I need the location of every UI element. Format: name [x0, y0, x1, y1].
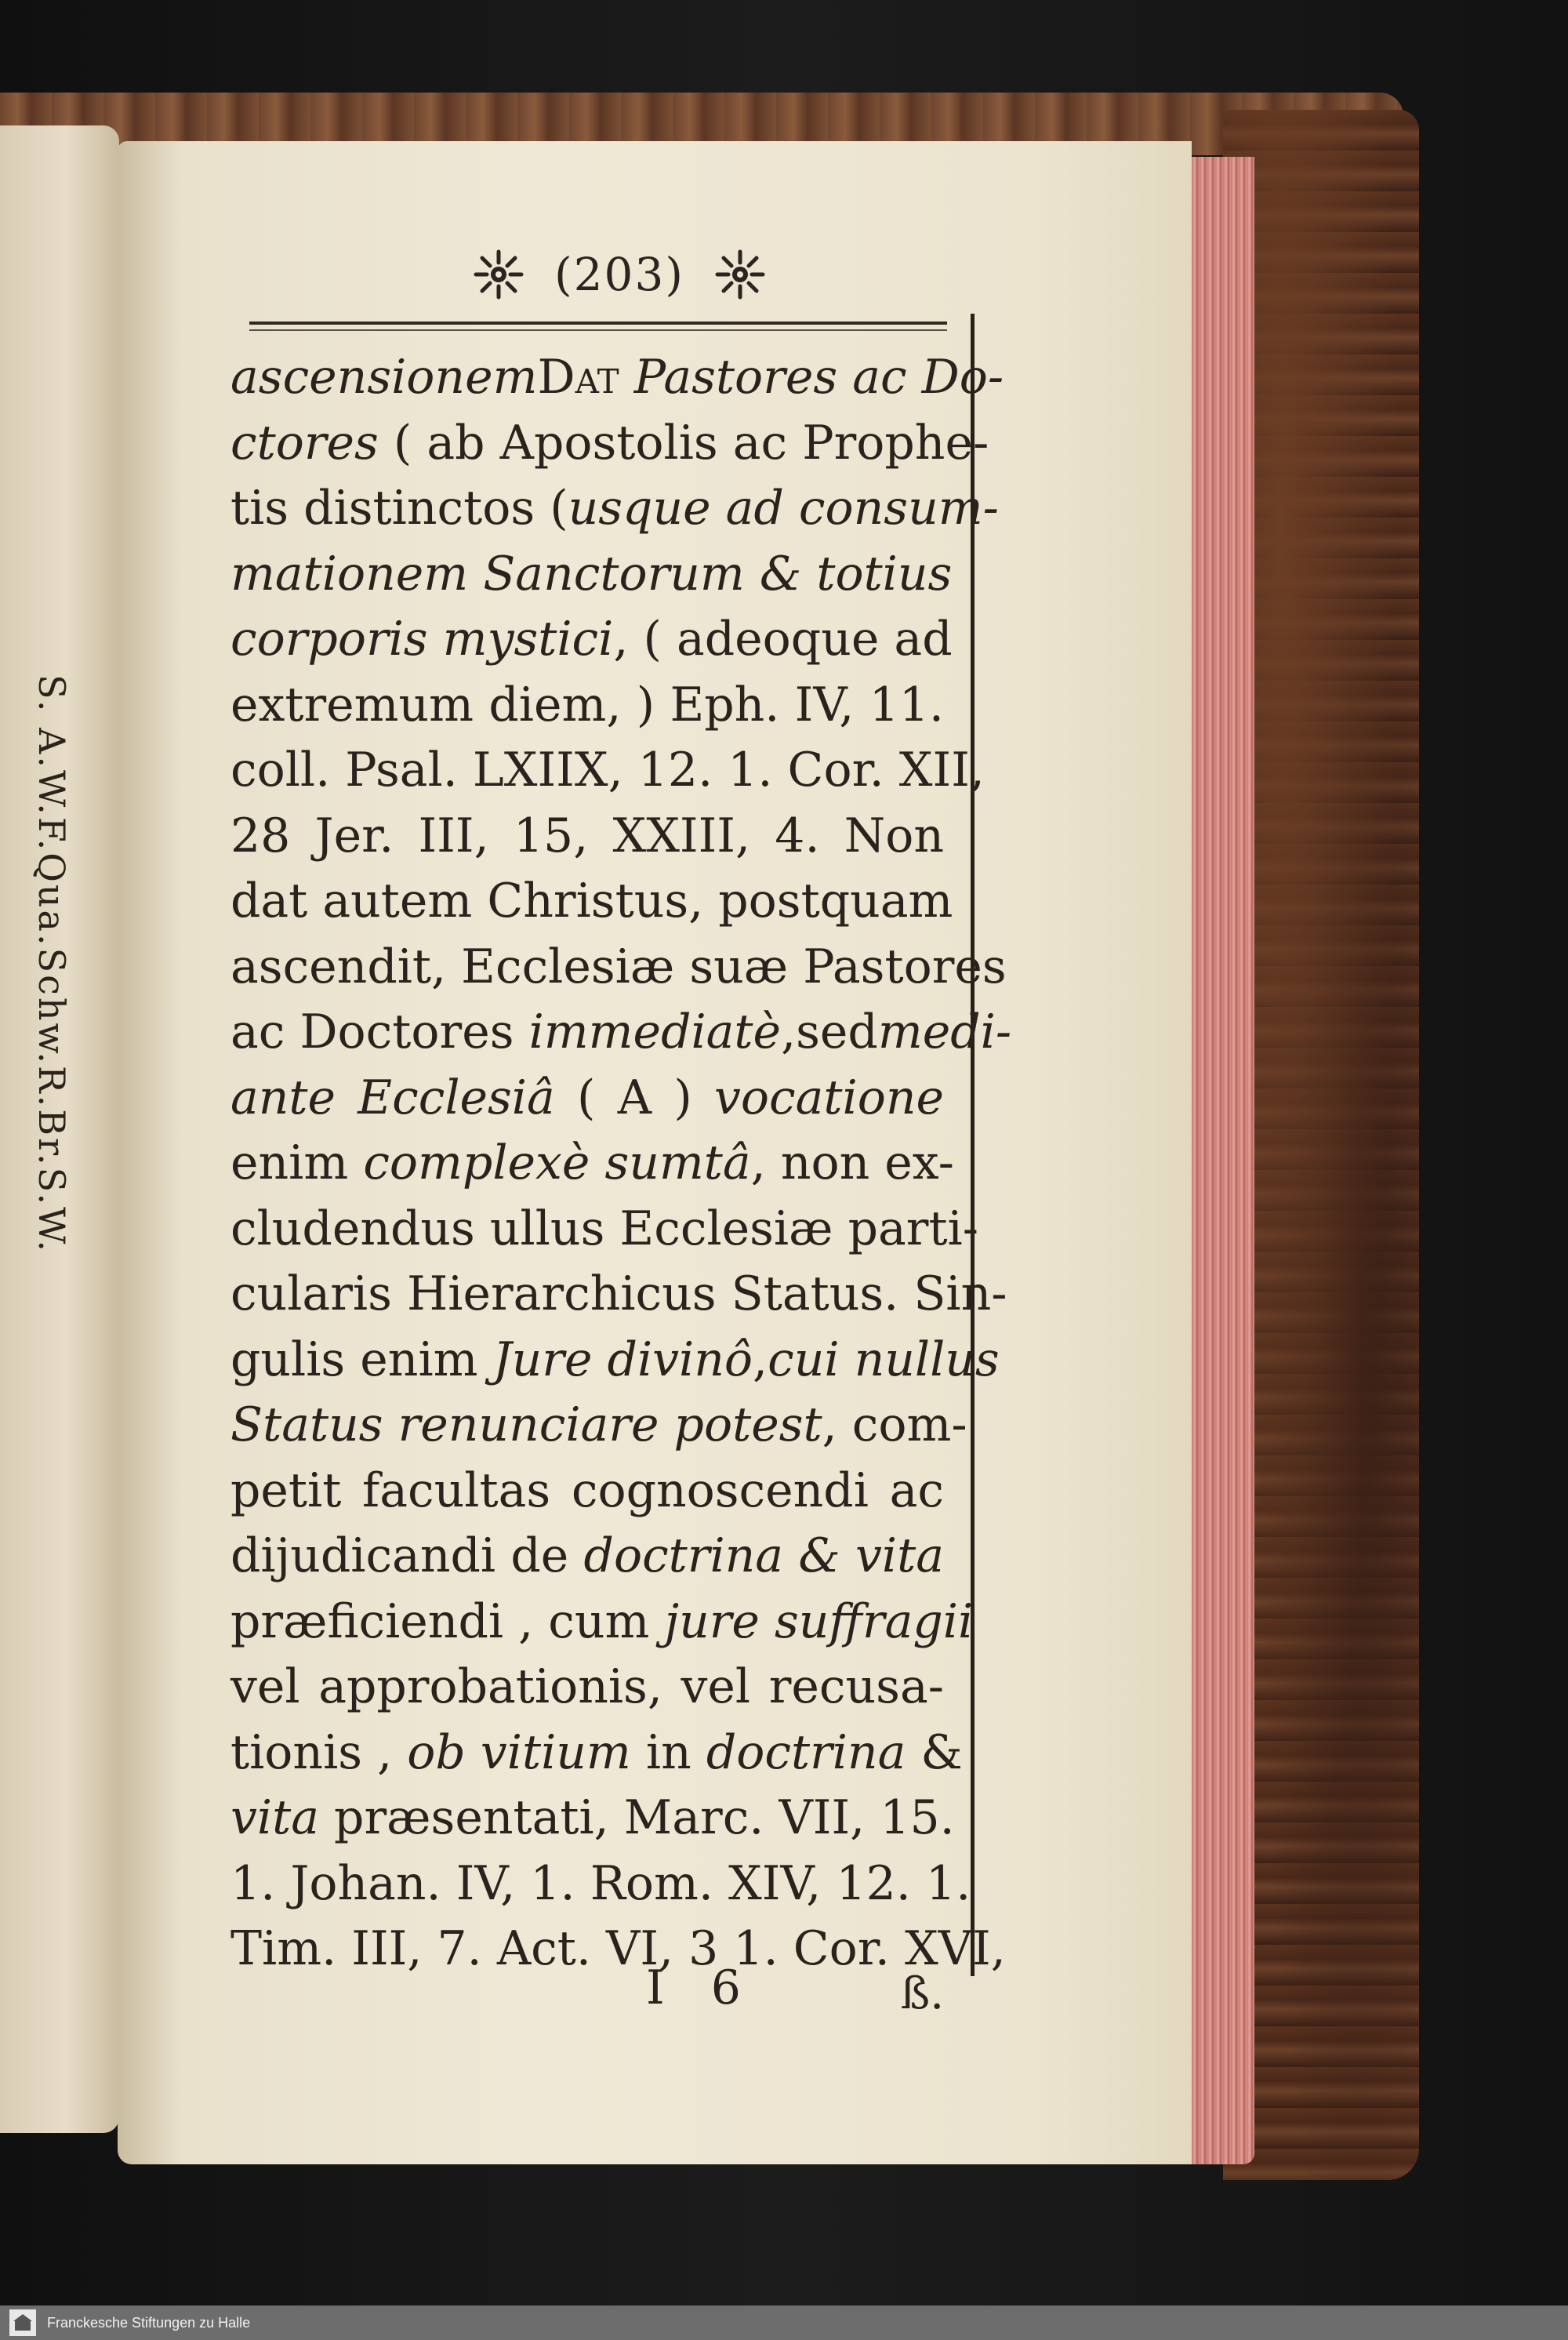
text-line	[230, 607, 953, 673]
text-line	[230, 1066, 944, 1132]
text-roman: , ( adeoque ad	[613, 612, 953, 667]
archive-credit-text: Franckesche Stiftungen zu Halle	[47, 2314, 251, 2331]
text-italic: Jure divinô	[492, 1332, 753, 1387]
text-line	[230, 738, 985, 804]
text-roman: dat autem Christus, postquam	[230, 874, 953, 928]
text-italic: doctrina & vita	[583, 1528, 944, 1583]
text-italic: Pastores ac Do-	[633, 350, 1004, 405]
text-roman: dijudicandi de	[230, 1528, 569, 1583]
text-italic: Status renunciare potest	[230, 1397, 822, 1452]
text-roman: 28 Jer. III, 15, XXIII, 4. Non	[230, 808, 944, 863]
flower-ornament-icon	[471, 247, 526, 302]
spine-stamp-text: S. A.W.F.Qua.Schw.R.Br.S.W.	[31, 674, 73, 1254]
text-roman: Tim. III, 7. Act. VI, 3 1. Cor. XVI,	[230, 1921, 1006, 1976]
text-italic: cui nullus	[768, 1332, 1000, 1387]
text-line	[230, 1000, 1012, 1066]
flower-ornament-icon	[713, 247, 768, 302]
text-line	[230, 1851, 971, 1917]
text-line	[230, 1590, 974, 1655]
text-roman: tionis ,	[230, 1724, 393, 1780]
body-text	[230, 345, 1012, 1982]
text-roman: ( A )	[577, 1070, 692, 1125]
header-rule	[249, 322, 947, 325]
text-roman: ( ab Apostolis ac Prophe-	[393, 415, 989, 471]
text-italic: ascensionem	[230, 350, 538, 405]
text-line	[230, 673, 944, 739]
page-fore-edge	[1184, 157, 1254, 2164]
text-roman: coll. Psal. LXIIX, 12. 1. Cor. XII,	[230, 743, 985, 798]
text-roman: cularis Hierarchicus Status. Sin-	[230, 1266, 1007, 1321]
text-italic: immediatè	[528, 1005, 782, 1059]
text-line	[230, 476, 999, 542]
archive-logo-icon	[9, 2309, 36, 2336]
text-roman: extremum diem, ) Eph. IV, 11.	[230, 677, 944, 732]
text-roman: petit facultas cognoscendi ac	[230, 1462, 944, 1518]
text-line	[230, 1328, 1000, 1393]
text-line	[230, 345, 1004, 411]
text-italic: vita	[230, 1790, 319, 1845]
text-italic: ctores	[230, 415, 379, 471]
archive-credit-bar	[0, 2305, 1568, 2340]
text-roman: 1. Johan. IV, 1. Rom. XIV, 12. 1.	[230, 1855, 971, 1911]
text-smallcaps: Dat	[537, 350, 619, 405]
text-italic: vocatione	[714, 1070, 944, 1125]
text-line	[230, 1655, 944, 1720]
text-line	[230, 1459, 944, 1524]
text-line	[230, 542, 953, 608]
text-italic: usque ad consum-	[568, 481, 999, 536]
text-line	[230, 935, 1007, 1001]
text-roman: cludendus ullus Ecclesiæ parti-	[230, 1201, 979, 1256]
text-roman: enim	[230, 1135, 349, 1190]
text-italic: jure suffragii	[664, 1593, 974, 1649]
text-line	[230, 1393, 967, 1459]
text-roman: præsentati, Marc. VII, 15.	[334, 1790, 955, 1845]
text-italic: corporis mystici	[230, 612, 614, 667]
header-rule-thin	[249, 329, 947, 331]
text-roman: , non ex-	[750, 1135, 954, 1190]
text-roman: ascendit, Ecclesiæ suæ Pastores	[230, 939, 1007, 994]
text-line	[230, 1720, 963, 1786]
previous-page-edge	[0, 125, 119, 2133]
text-roman: præficiendi , cum	[230, 1593, 650, 1649]
text-italic: ob vitium	[407, 1724, 631, 1780]
text-italic: mationem Sanctorum & totius	[230, 546, 953, 601]
text-roman: &	[920, 1724, 963, 1780]
text-line	[230, 804, 944, 870]
page-header	[439, 239, 800, 310]
text-line	[230, 869, 953, 935]
text-roman: tis distinctos (	[230, 481, 568, 536]
library-spine-stamp	[20, 674, 83, 1380]
text-italic: ante Ecclesiâ	[230, 1070, 555, 1125]
text-roman: ac Doctores	[230, 1005, 514, 1059]
text-italic: complexè sumtâ	[363, 1135, 751, 1190]
text-roman: , com-	[822, 1397, 967, 1452]
text-line	[230, 1786, 955, 1851]
text-roman: in	[645, 1724, 691, 1780]
text-italic: doctrina	[706, 1724, 906, 1780]
text-line	[230, 411, 989, 477]
text-roman: gulis enim	[230, 1332, 478, 1387]
text-roman: ,	[753, 1332, 768, 1387]
page-footer	[230, 1960, 944, 2031]
text-italic: medi-	[877, 1005, 1012, 1059]
text-line	[230, 1131, 954, 1197]
text-line	[230, 1262, 1007, 1328]
text-roman: vel approbationis, vel recusa-	[230, 1659, 944, 1714]
page-number: (203)	[554, 248, 684, 301]
text-line	[230, 1524, 944, 1590]
text-roman: ,sed	[781, 1005, 878, 1059]
catchword: ß.	[900, 1968, 944, 2019]
text-line	[230, 1197, 979, 1263]
margin-rule	[971, 314, 975, 1976]
signature-mark: I 6	[646, 1960, 757, 2015]
